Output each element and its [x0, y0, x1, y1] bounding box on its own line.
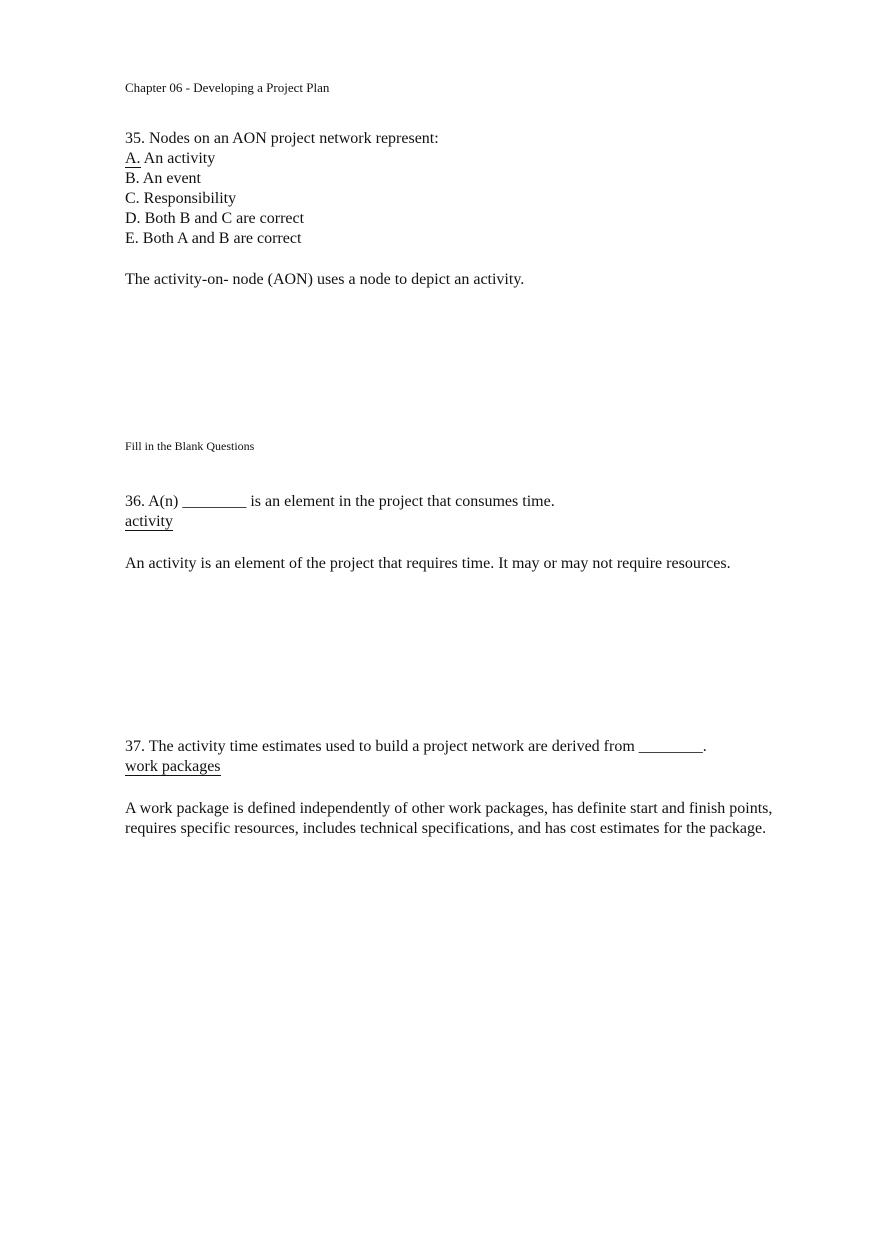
- option-c-text: Responsibility: [139, 190, 237, 207]
- spacer: [125, 249, 785, 270]
- option-d: [125, 209, 785, 229]
- option-a: [125, 149, 785, 169]
- option-c-letter: C.: [125, 190, 140, 207]
- option-e-letter: E.: [125, 230, 139, 247]
- option-d-letter: D.: [125, 210, 141, 227]
- option-b-letter: B.: [125, 170, 140, 187]
- question-36-answer-line: [125, 512, 785, 532]
- running-header: Chapter 06 - Developing a Project Plan: [125, 80, 330, 95]
- question-36: [125, 492, 785, 574]
- option-e-text: Both A and B are correct: [138, 230, 302, 247]
- option-b-text: An event: [139, 170, 201, 187]
- option-c: [125, 189, 785, 209]
- question-37-stem: 37. The activity time estimates used to build a project network are derived from ________.: [125, 738, 707, 755]
- spacer: [125, 532, 785, 554]
- question-35-explanation: The activity-on- node (AON) uses a node to depict an activity.: [125, 271, 525, 288]
- option-e: [125, 229, 785, 249]
- question-36-answer: activity: [125, 513, 173, 530]
- option-a-text: An activity: [140, 150, 216, 167]
- question-36-stem: 36. A(n) ________ is an element in the project that consumes time.: [125, 493, 555, 510]
- option-d-text: Both B and C are correct: [140, 210, 305, 227]
- question-37: [125, 737, 785, 839]
- question-37-explanation: A work package is defined independently of other work packages, has definite start and finish points, requires specific resources, includes technical specifications, and has cost estimates for the package.: [125, 800, 773, 837]
- option-b: [125, 169, 785, 189]
- question-37-answer: work packages: [125, 758, 221, 775]
- correct-option-letter: A.: [125, 150, 141, 167]
- question-36-explanation: An activity is an element of the project that requires time. It may or may not require resources.: [125, 555, 731, 572]
- question-37-answer-line: [125, 757, 785, 777]
- spacer: [125, 777, 785, 799]
- question-35: [125, 129, 785, 290]
- question-35-stem: 35. Nodes on an AON project network represent:: [125, 130, 439, 147]
- section-heading: Fill in the Blank Questions: [125, 439, 255, 453]
